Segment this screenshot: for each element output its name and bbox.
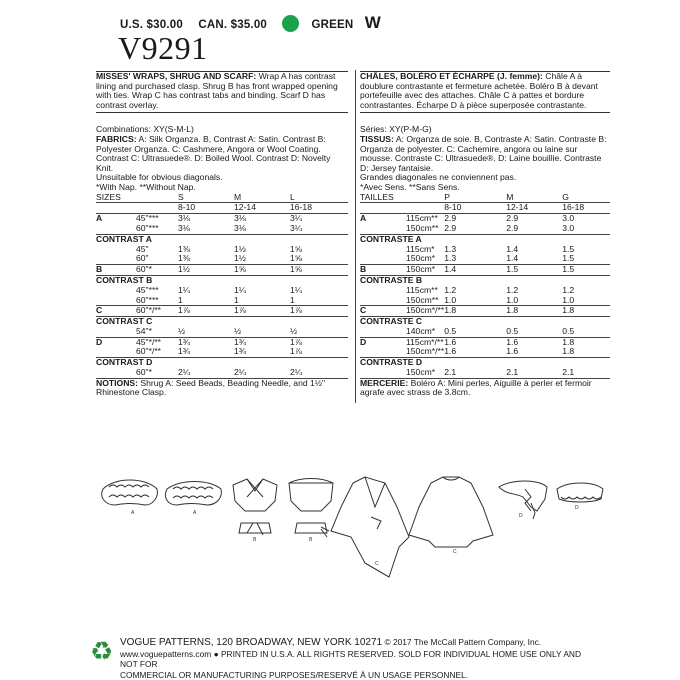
- fabric-width: 45": [136, 243, 149, 254]
- yardage-medium: 1¾: [234, 336, 246, 347]
- contrast-heading-row: [360, 234, 610, 244]
- nap-note: *Avec Sens. **Sans Sens.: [360, 181, 460, 192]
- yardage-medium: 1.4: [506, 254, 562, 264]
- price-can: CAN. $35.00: [198, 19, 268, 31]
- yardage-medium: 2.1: [506, 368, 562, 378]
- yardage-small: 1.2: [444, 284, 457, 295]
- yardage-medium: 1¼: [234, 284, 246, 295]
- yardage-large: 1: [290, 296, 348, 306]
- yardage-medium: 1.8: [506, 306, 562, 317]
- yardage-small: 1: [178, 296, 234, 306]
- fabric-width: 150cm*/**: [406, 305, 445, 316]
- yardage-small: 0.5: [444, 327, 506, 337]
- contrast-heading-row: [96, 275, 348, 285]
- yardage-small: 1⅞: [178, 306, 234, 317]
- yardage-large: 1⅝: [290, 254, 348, 264]
- contrast-heading-row: [96, 317, 348, 327]
- view-letter: [360, 368, 406, 378]
- view-letter: A: [96, 213, 103, 224]
- fabric-width: 60"***: [136, 296, 178, 306]
- fabric-width: 140cm*: [406, 327, 444, 337]
- scarf-d-front-drawing: [499, 481, 547, 519]
- contrast-heading: CONTRASTE D: [360, 357, 423, 368]
- fabric-width: 150cm*: [406, 265, 444, 276]
- view-letter: [96, 327, 136, 337]
- yardage-medium: 1.2: [506, 284, 519, 295]
- yardage-small: 1.6: [444, 336, 457, 347]
- yardage-large: 1.8: [562, 336, 575, 347]
- illus-label: B: [309, 537, 313, 543]
- fabrics: TISSUS: A: Organza de soie. B, Contraste A: Satin. Contraste B: Organza de polyester. C: Cachemire, angora ou laine sur mousse. Contraste C: Ultrasuede®. D: Laine bouillie. Contraste D: Jersey fantaisie.: [360, 133, 607, 173]
- size-letter: M: [234, 193, 290, 203]
- yardage-large: 1⅝: [290, 265, 348, 276]
- fabric-width: 45"***: [136, 284, 159, 295]
- yardage-large: 3¼: [290, 213, 302, 224]
- view-letter: A: [360, 213, 367, 224]
- color-label: GREEN: [311, 19, 354, 31]
- yardage-large: 2¼: [290, 368, 348, 378]
- yardage-large: 2.1: [562, 368, 610, 378]
- combinations: Séries: XY(P-M-G): [360, 124, 432, 135]
- fabric-width: 115cm*: [406, 243, 435, 254]
- yardage-large: 1.8: [562, 306, 610, 317]
- contrast-heading: CONTRASTE B: [360, 274, 423, 285]
- illus-label: D: [519, 513, 523, 519]
- view-letter: [96, 286, 136, 296]
- yardage-table: [360, 193, 610, 379]
- fabric-width: 60"*/**: [136, 306, 178, 317]
- yardage-small: 2.1: [444, 368, 506, 378]
- shrug-b-front-drawing: [233, 479, 277, 535]
- nap-note: *With Nap. **Without Nap.: [96, 181, 196, 192]
- wrap-a-front-drawing: [102, 480, 158, 505]
- contrast-heading: CONTRAST A: [96, 233, 153, 244]
- yardage-large: 1.5: [562, 254, 610, 264]
- yardage-large: 1⅝: [290, 243, 302, 254]
- yardage-row: [96, 368, 348, 378]
- view-letter: C: [360, 306, 406, 317]
- contrast-heading: CONTRAST C: [96, 316, 153, 327]
- yardage-small: ½: [178, 327, 234, 337]
- yardage-small: 1⅜: [178, 254, 234, 264]
- combinations: Combinations: XY(S-M-L): [96, 124, 194, 135]
- illus-label: A: [131, 510, 135, 516]
- sizes-label: TAILLES: [360, 193, 406, 203]
- yardage-large: 1.5: [562, 243, 575, 254]
- fabric-width: 115cm**: [406, 213, 438, 224]
- view-letter: [360, 286, 406, 296]
- fabric-width: 150cm*/**: [406, 346, 445, 357]
- view-letter: [96, 368, 136, 378]
- yardage-large: 1.2: [562, 284, 575, 295]
- yardage-table: [96, 193, 348, 379]
- yardage-small: 1.8: [444, 306, 506, 317]
- yardage-row: [96, 245, 348, 255]
- fabric-width: 150cm**: [406, 296, 444, 306]
- size-letter: P: [444, 193, 506, 203]
- view-letter: [360, 296, 406, 306]
- size-range: 8-10: [178, 203, 234, 214]
- yardage-small: 2.9: [444, 213, 457, 224]
- yardage-small: 1.4: [444, 265, 506, 276]
- fabric-width: 60"*: [136, 368, 178, 378]
- yardage-medium: 3⅛: [234, 213, 246, 224]
- yardage-large: 1⅞: [290, 336, 302, 347]
- yardage-medium: 1¾: [234, 347, 290, 357]
- size-range: 16-18: [562, 203, 610, 214]
- yardage-large: 0.5: [562, 327, 610, 337]
- illus-label: B: [253, 537, 257, 543]
- contrast-heading: CONTRAST D: [96, 357, 153, 368]
- yardage-small: 1.6: [444, 347, 506, 357]
- notions: NOTIONS: Shrug A: Seed Beads, Beading Needle, and 1½" Rhinestone Clasp.: [96, 377, 326, 398]
- color-dot: [282, 15, 299, 32]
- fabric-width: 60"*: [136, 265, 178, 276]
- garment-illustrations: [95, 467, 615, 587]
- yardage-small: 1¼: [178, 284, 190, 295]
- english-column: [96, 71, 348, 398]
- column-divider: [355, 70, 356, 403]
- yardage-medium: 0.5: [506, 327, 562, 337]
- contrast-heading: CONTRASTE C: [360, 316, 423, 327]
- view-letter: [360, 327, 406, 337]
- pattern-number: V9291: [118, 30, 208, 66]
- yardage-medium: 3⅛: [234, 224, 290, 234]
- fabric-width: 150cm*: [406, 254, 444, 264]
- view-letter: [96, 347, 136, 357]
- yardage-row: [96, 254, 348, 264]
- yardage-large: 3.0: [562, 213, 575, 224]
- illus-label: C: [453, 549, 457, 555]
- yardage-small: 1⅜: [178, 243, 190, 254]
- description: CHÂLES, BOLÉRO ET ÉCHARPE (J. femme): Châle A à doublure contrastante et fermeture achetée. Boléro B à devant portefeuille avec des attaches. Châle C à pattes et bordure contrastantes. Écharpe D à pièce superposée contrastante.: [360, 71, 598, 110]
- view-letter: D: [96, 336, 103, 347]
- yardage-row: [96, 347, 348, 357]
- footer-line-2: www.voguepatterns.com ● PRINTED IN U.S.A. ALL RIGHTS RESERVED. SOLD FOR INDIVIDUAL HOME USE ONLY AND NOT FOR: [120, 648, 581, 669]
- yardage-row: [360, 306, 610, 317]
- fabric-width: 45"***: [136, 213, 159, 224]
- yardage-row: [96, 265, 348, 276]
- yardage-large: 1.8: [562, 347, 610, 357]
- yardage-large: 1.5: [562, 265, 610, 276]
- view-letter: [96, 224, 136, 234]
- fabric-width: 54"*: [136, 327, 178, 337]
- view-letter: B: [96, 265, 136, 276]
- yardage-small: 1.3: [444, 254, 506, 264]
- description: MISSES' WRAPS, SHRUG AND SCARF: Wrap A has contrast lining and purchased clasp. Shrug B has front wrapped opening with ties. Wrap C has contrast tabs and binding. Scarf D has contrast overlay.: [96, 71, 338, 110]
- yardage-medium: 1½: [234, 254, 290, 264]
- shrug-b-back-drawing: [289, 479, 333, 538]
- illus-label: A: [193, 510, 197, 516]
- yardage-small: 2.9: [444, 224, 506, 234]
- yardage-small: 3⅛: [178, 213, 190, 224]
- sizes-label: SIZES: [96, 193, 136, 203]
- yardage-medium: 2¼: [234, 368, 290, 378]
- french-column: [360, 71, 610, 398]
- yardage-row: [96, 327, 348, 337]
- yardage-small: 2¼: [178, 368, 234, 378]
- view-letter: [360, 245, 406, 255]
- yardage-medium: 1⅝: [234, 265, 290, 276]
- yardage-row: [360, 265, 610, 276]
- yardage-row: [96, 286, 348, 296]
- yardage-medium: 1.6: [506, 347, 562, 357]
- yardage-row: [360, 296, 610, 306]
- yardage-small: 1¾: [178, 336, 190, 347]
- yardage-row: [96, 337, 348, 347]
- yardage-row: [360, 368, 610, 378]
- notions: MERCERIE: Boléro A: Mini perles, Aiguille à perler et fermoir agrafe avec strass de 3.8cm.: [360, 377, 592, 398]
- yardage-small: 1.3: [444, 243, 457, 254]
- yardage-row: [360, 224, 610, 234]
- illus-label: C: [375, 561, 379, 567]
- fabrics: FABRICS: A: Silk Organza. B, Contrast A: Satin. Contrast B: Polyester Organza. C: Cashmere, Angora or Wool Coating. Contrast C: Ultrasuede®. D: Boiled Wool. Contrast D: Novelty Knit.: [96, 133, 331, 173]
- wrap-c-front-drawing: [331, 477, 409, 577]
- yardage-row: [96, 296, 348, 306]
- yardage-medium: 1.4: [506, 243, 519, 254]
- pattern-letter: W: [364, 13, 381, 32]
- yardage-small: 1¾: [178, 347, 234, 357]
- size-range: 8-10: [444, 203, 506, 214]
- yardage-large: 3¼: [290, 224, 348, 234]
- fabric-width: 60": [136, 254, 178, 264]
- footer-line-3: COMMERCIAL OR MANUFACTURING PURPOSES/RESERVÉ À UN USAGE PERSONNEL.: [120, 669, 469, 680]
- view-letter: [96, 296, 136, 306]
- yardage-row: [96, 214, 348, 224]
- view-letter: D: [360, 336, 367, 347]
- contrast-heading-row: [96, 358, 348, 368]
- size-range: 12-14: [234, 203, 290, 214]
- view-letter: [96, 254, 136, 264]
- size-letter: M: [506, 193, 562, 203]
- yardage-medium: 1.6: [506, 336, 519, 347]
- yardage-medium: 1⅞: [234, 306, 290, 317]
- yardage-large: 1⅞: [290, 306, 348, 317]
- price-us: U.S. $30.00: [120, 19, 183, 31]
- yardage-large: 3.0: [562, 224, 610, 234]
- fabric-width: 60"***: [136, 224, 178, 234]
- yardage-medium: 1.5: [506, 265, 562, 276]
- footer-copyright: © 2017 The McCall Pattern Company, Inc.: [384, 637, 542, 647]
- yardage-large: 1⅞: [290, 347, 348, 357]
- yardage-row: [360, 347, 610, 357]
- fabric-width: 150cm*: [406, 368, 444, 378]
- yardage-small: 1.0: [444, 296, 506, 306]
- yardage-small: 1½: [178, 265, 234, 276]
- view-letter: [360, 347, 406, 357]
- recycle-icon: ♻: [90, 636, 114, 666]
- size-range: 12-14: [506, 203, 562, 214]
- unsuitable-note: Unsuitable for obvious diagonals.: [96, 172, 223, 183]
- view-letter: [360, 224, 406, 234]
- size-letter: L: [290, 193, 348, 203]
- unsuitable-note: Grandes diagonales ne conviennent pas.: [360, 172, 517, 183]
- scarf-d-back-drawing: [557, 483, 603, 502]
- view-letter: C: [96, 306, 136, 317]
- fabric-width: 115cm**: [406, 284, 438, 295]
- wrap-a-back-drawing: [165, 482, 221, 506]
- fabric-width: 60"*/**: [136, 347, 178, 357]
- wrap-c-back-drawing: [409, 477, 493, 547]
- yardage-medium: 2.9: [506, 224, 562, 234]
- contrast-heading: CONTRASTE A: [360, 233, 422, 244]
- view-letter: [96, 245, 136, 255]
- yardage-large: ½: [290, 327, 348, 337]
- contrast-heading: CONTRAST B: [96, 274, 153, 285]
- view-letter: B: [360, 265, 406, 276]
- yardage-row: [360, 327, 610, 337]
- size-letter: G: [562, 193, 610, 203]
- yardage-row: [96, 306, 348, 317]
- contrast-heading-row: [96, 234, 348, 244]
- size-letter: S: [178, 193, 234, 203]
- yardage-large: 1¼: [290, 284, 302, 295]
- fabric-width: 45"*/**: [136, 336, 162, 347]
- fabric-width: 115cm*/**: [406, 336, 444, 347]
- footer: [120, 637, 590, 680]
- yardage-large: 1.0: [562, 296, 610, 306]
- yardage-row: [360, 254, 610, 264]
- illus-label: D: [575, 505, 579, 511]
- yardage-medium: 2.9: [506, 213, 519, 224]
- yardage-medium: 1: [234, 296, 290, 306]
- footer-address: VOGUE PATTERNS, 120 BROADWAY, NEW YORK 10271: [120, 637, 383, 648]
- yardage-small: 3⅛: [178, 224, 234, 234]
- view-letter: [360, 254, 406, 264]
- fabric-width: 150cm**: [406, 224, 444, 234]
- yardage-row: [96, 224, 348, 234]
- size-range: 16-18: [290, 203, 348, 214]
- yardage-medium: 1½: [234, 243, 246, 254]
- yardage-medium: ½: [234, 327, 290, 337]
- yardage-medium: 1.0: [506, 296, 562, 306]
